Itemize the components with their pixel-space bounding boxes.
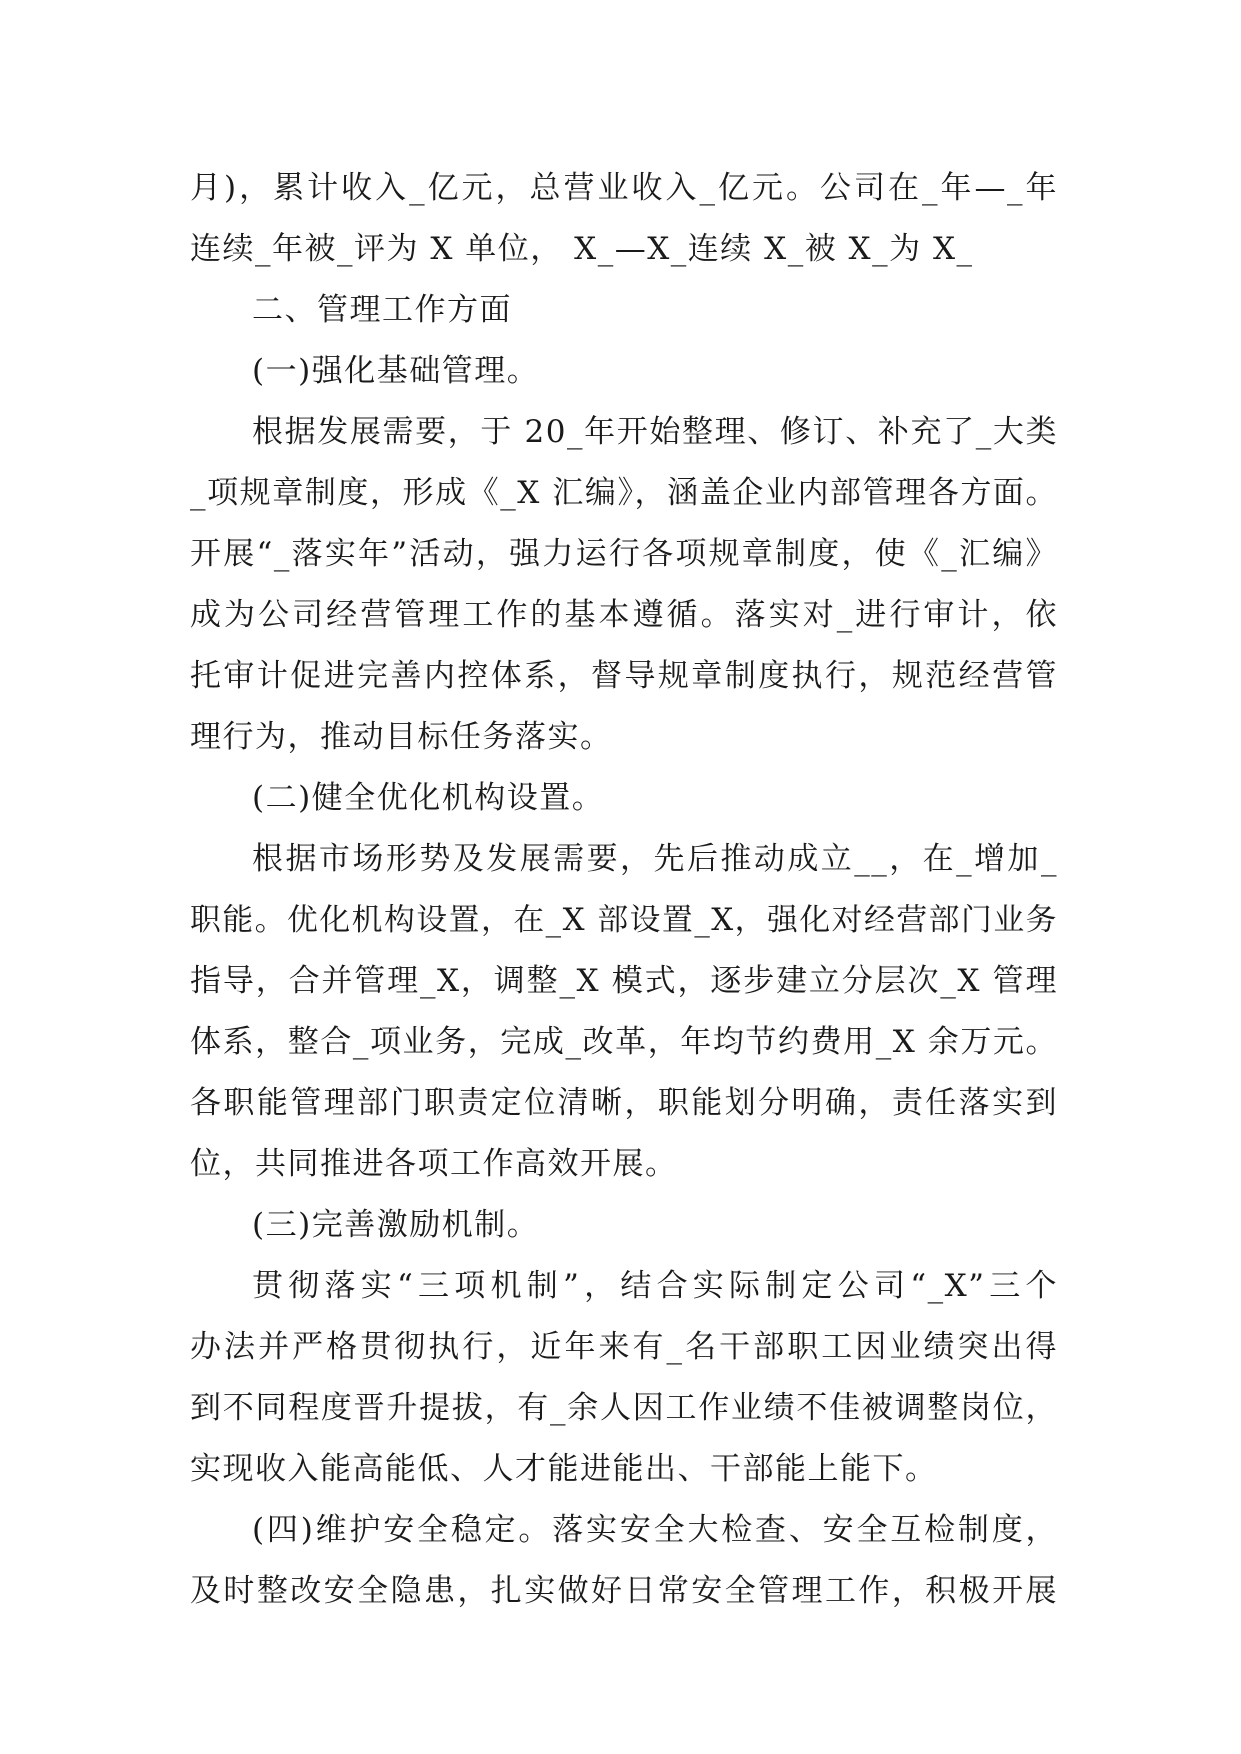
text-line: 位，共同推进各项工作高效开展。 [190, 1146, 678, 1182]
text-line: 月)，累计收入_亿元，总营业收入_亿元。公司在_年—_年 [190, 170, 1058, 206]
text-line: 成为公司经营管理工作的基本遵循。落实对_进行审计，依 [190, 597, 1058, 633]
text-line: 各职能管理部门职责定位清晰，职能划分明确，责任落实到 [190, 1085, 1058, 1121]
text-line: (一)强化基础管理。 [252, 353, 540, 389]
text-line: 到不同程度晋升提拔，有_余人因工作业绩不佳被调整岗位， [190, 1390, 1058, 1426]
document-body [190, 158, 1058, 1622]
text-line: 职能。优化机构设置，在_X 部设置_X，强化对经营部门业务 [190, 902, 1058, 938]
text-line: 开展“_落实年”活动，强力运行各项规章制度，使《_汇编》 [190, 536, 1058, 572]
text-line: (三)完善激励机制。 [252, 1207, 540, 1243]
text-line: 托审计促进完善内控体系，督导规章制度执行，规范经营管 [190, 658, 1058, 694]
text-line: 体系，整合_项业务，完成_改革，年均节约费用_X 余万元。 [190, 1024, 1058, 1060]
text-line: 及时整改安全隐患，扎实做好日常安全管理工作，积极开展 [190, 1573, 1058, 1609]
text-line: 根据发展需要，于 20_年开始整理、修订、补充了_大类 [252, 414, 1058, 450]
text-line: 根据市场形势及发展需要，先后推动成立__，在_增加_ [252, 841, 1058, 877]
text-line: 指导，合并管理_X，调整_X 模式，逐步建立分层次_X 管理 [190, 963, 1058, 999]
text-line: 理行为，推动目标任务落实。 [190, 719, 613, 755]
text-line: (二)健全优化机构设置。 [252, 780, 605, 816]
text-line: 二、管理工作方面 [252, 292, 512, 328]
text-line: (四)维护安全稳定。落实安全大检查、安全互检制度， [252, 1512, 1058, 1548]
text-line: 实现收入能高能低、人才能进能出、干部能上能下。 [190, 1451, 938, 1487]
text-line: 办法并严格贯彻执行，近年来有_名干部职工因业绩突出得 [190, 1329, 1058, 1365]
text-line: 贯彻落实“三项机制”，结合实际制定公司“_X”三个 [252, 1268, 1058, 1304]
text-line: 连续_年被_评为 X 单位， X_—X_连续 X_被 X_为 X_ [190, 231, 974, 267]
text-line: _项规章制度，形成《_X 汇编》，涵盖企业内部管理各方面。 [190, 475, 1058, 511]
